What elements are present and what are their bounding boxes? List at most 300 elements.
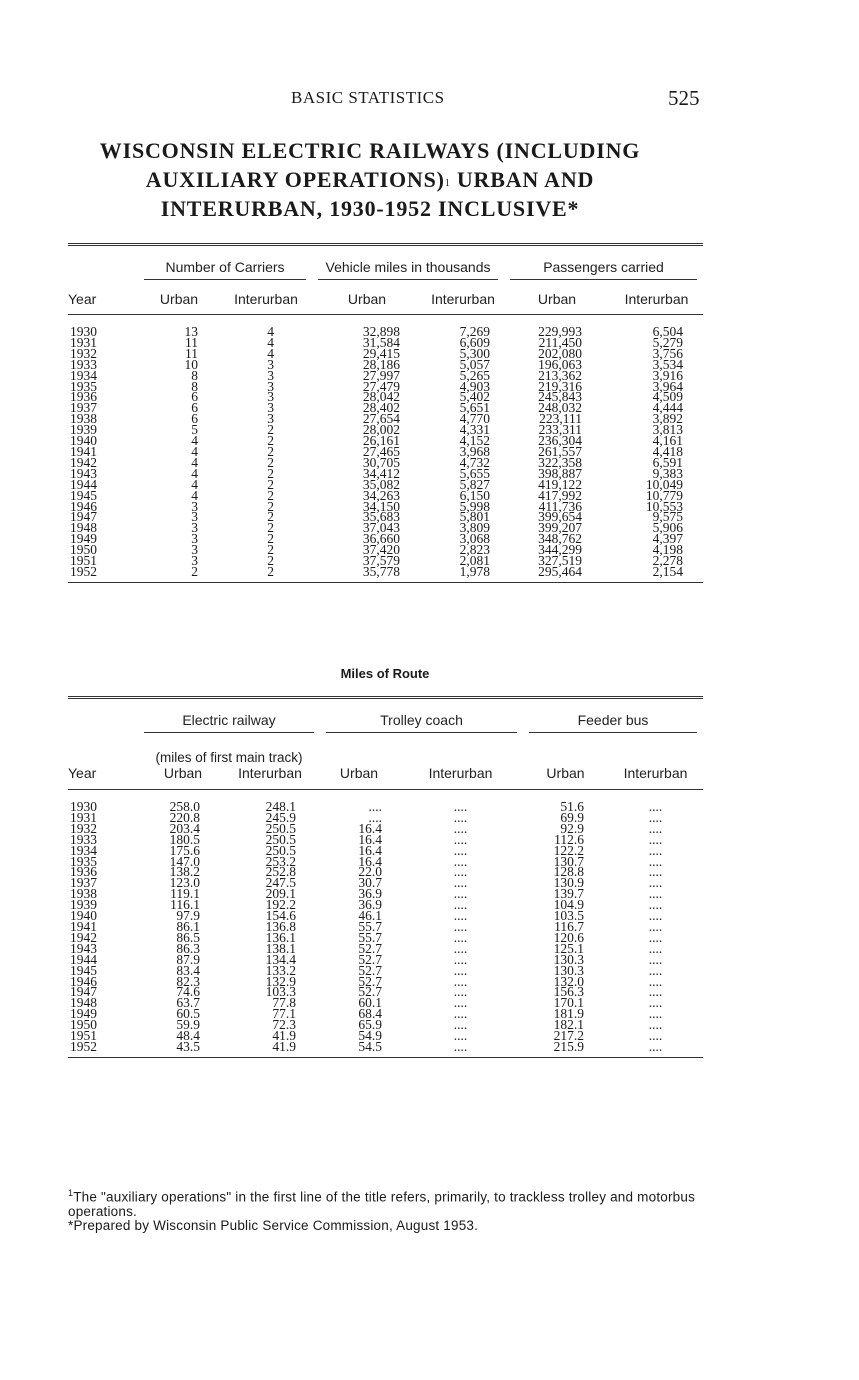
year-cell: 1941 [70,918,97,934]
value-cell: 203.4 [169,820,200,836]
year-cell: 1947 [70,984,97,1000]
value-cell: .... [453,995,468,1011]
value-cell: .... [453,1006,468,1022]
value-cell: 36,660 [362,531,400,547]
column-header: Urban [546,765,585,781]
value-cell: 4,397 [652,531,683,547]
value-cell: 86.5 [176,929,200,945]
value-cell: 83.4 [176,962,200,978]
table1-body [68,315,703,583]
value-cell: .... [648,875,663,891]
value-cell: 138.1 [265,940,296,956]
column-header: Interurban [431,291,495,307]
table-row [68,944,703,955]
year-cell: 1935 [70,378,97,394]
year-cell: 1939 [70,422,97,438]
value-cell: 2 [267,498,274,514]
value-cell: .... [453,1017,468,1033]
value-cell: 132.9 [265,973,296,989]
value-cell: .... [368,809,382,825]
value-cell: .... [453,918,468,934]
value-cell: 4 [191,433,198,449]
value-cell: 122.2 [553,842,584,858]
table-row [68,567,703,578]
value-cell: .... [453,984,468,1000]
value-cell: 123.0 [169,875,200,891]
value-cell: 6 [191,400,198,416]
year-cell: 1933 [70,356,97,372]
value-cell: 3 [191,498,198,514]
value-cell: 60.1 [358,995,382,1011]
value-cell: 9,383 [652,465,683,481]
value-cell: 55.7 [358,929,382,945]
value-cell: 2,081 [459,553,490,569]
value-cell: 136.8 [265,918,296,934]
value-cell: 202,080 [538,345,582,361]
value-cell: 2 [267,563,274,579]
value-cell: 348,762 [538,531,582,547]
value-cell: 52.7 [358,940,382,956]
year-cell: 1936 [70,864,97,880]
value-cell: .... [648,995,663,1011]
value-cell: 10,779 [645,487,683,503]
value-cell: 51.6 [560,799,584,814]
value-cell: 295,464 [538,563,582,579]
value-cell: 27,465 [362,443,400,459]
value-cell: 6 [191,389,198,405]
column-header: Urban [159,291,199,307]
value-cell: 6,591 [652,454,683,470]
value-cell: 8 [191,378,198,394]
column-header: Interurban [623,765,688,781]
value-cell: 30.7 [358,875,382,891]
value-cell: 5,651 [459,400,490,416]
value-cell: .... [453,864,468,880]
value-cell: .... [453,962,468,978]
year-cell: 1944 [70,476,97,492]
value-cell: 133.2 [265,962,296,978]
running-head-title: BASIC STATISTICS [291,88,445,107]
value-cell: 31,584 [362,334,400,350]
value-cell: 3 [267,367,274,383]
value-cell: .... [453,799,468,814]
table-row [68,955,703,966]
table-row [68,933,703,944]
value-cell: .... [648,853,663,869]
value-cell: .... [648,984,663,1000]
value-cell: 72.3 [272,1017,296,1033]
value-cell: 10 [184,356,198,372]
value-cell: 209.1 [265,886,296,902]
value-cell: 4 [267,345,274,361]
value-cell: 2 [267,542,274,558]
value-cell: 3,916 [652,367,683,383]
value-cell: 4,418 [652,443,683,459]
value-cell: 4 [191,465,198,481]
table-row [68,966,703,977]
value-cell: 5,057 [459,356,490,372]
value-cell: 69.9 [560,809,584,825]
year-cell: 1932 [70,345,97,361]
table-row [68,813,703,824]
value-cell: 245,843 [538,389,582,405]
table-row [68,835,703,846]
group-electric-railway: Electric railway [138,699,320,737]
year-cell: 1930 [70,324,97,339]
year-cell: 1950 [70,1017,97,1033]
value-cell: .... [453,809,468,825]
value-cell: 217.2 [553,1028,584,1044]
value-cell: .... [648,918,663,934]
table-row [68,911,703,922]
table-row [68,1020,703,1031]
value-cell: 10,049 [645,476,683,492]
value-cell: 6,504 [652,324,683,339]
running-head [0,88,859,112]
value-cell: .... [453,842,468,858]
value-cell: 2 [267,531,274,547]
value-cell: 37,043 [362,520,400,536]
spacer-row [68,790,703,803]
value-cell: 97.9 [176,908,200,924]
value-cell: 3 [267,389,274,405]
value-cell: .... [648,929,663,945]
year-cell: 1945 [70,487,97,503]
value-cell: .... [648,1017,663,1033]
footnote-2: *Prepared by Wisconsin Public Service Commission, August 1953. [68,1217,479,1233]
value-cell: 2,278 [652,553,683,569]
value-cell: .... [648,831,663,847]
value-cell: 28,042 [362,389,400,405]
value-cell: 3,892 [652,411,683,427]
year-header: Year [68,765,97,781]
value-cell: 3 [191,531,198,547]
value-cell: 103.3 [265,984,296,1000]
footnote-1-text: The "auxiliary operations" in the first line of the title refers, primarily, to trackless trolley and motorbus operations. [68,1189,696,1219]
value-cell: 77.1 [272,1006,296,1022]
value-cell: 344,299 [538,542,582,558]
value-cell: 3 [191,520,198,536]
value-cell: 125.1 [553,940,584,956]
value-cell: 154.6 [265,908,296,924]
value-cell: 261,557 [538,443,582,459]
value-cell: 77.8 [272,995,296,1011]
value-cell: 248.1 [265,799,296,814]
column-header: Interurban [428,765,493,781]
table-row [68,824,703,835]
value-cell: 2 [267,454,274,470]
value-cell: 2 [267,487,274,503]
title-footnote-marker: 1 [444,178,451,189]
year-cell: 1934 [70,842,97,858]
value-cell: 104.9 [553,897,584,913]
year-cell: 1944 [70,951,97,967]
value-cell: 3,756 [652,345,683,361]
value-cell: 417,992 [538,487,582,503]
value-cell: 16.4 [358,820,382,836]
value-cell: .... [648,1028,663,1044]
group-vehicle-miles: Vehicle miles in thousands [312,246,504,284]
value-cell: 4 [267,334,274,350]
value-cell: 156.3 [553,984,584,1000]
value-cell: 175.6 [169,842,200,858]
value-cell: 3,068 [459,531,490,547]
electric-railway-subheader [138,737,320,790]
value-cell: 3 [267,356,274,372]
value-cell: 327,519 [538,553,582,569]
value-cell: .... [453,951,468,967]
value-cell: 60.5 [176,1006,200,1022]
value-cell: .... [648,897,663,913]
value-cell: 322,358 [538,454,582,470]
value-cell: 2 [267,465,274,481]
title-line-3: INTERURBAN, 1930-1952 INCLUSIVE* [160,196,580,221]
year-cell: 1940 [70,908,97,924]
year-cell: 1949 [70,531,97,547]
value-cell: 16.4 [358,842,382,858]
year-cell: 1946 [70,973,97,989]
group-trolley-coach: Trolley coach [320,699,523,737]
value-cell: .... [453,1038,468,1054]
value-cell: 28,186 [362,356,400,372]
value-cell: 399,207 [538,520,582,536]
value-cell: 52.7 [358,973,382,989]
value-cell: 134.4 [265,951,296,967]
value-cell: 130.3 [553,951,584,967]
miles-of-route-heading: Miles of Route [340,666,430,681]
value-cell: 26,161 [362,433,400,449]
table-row [68,1042,703,1053]
value-cell: 3 [191,542,198,558]
value-cell: 233,311 [538,422,582,438]
table-row [68,922,703,933]
value-cell: 250.5 [265,820,296,836]
table-row [68,1031,703,1042]
value-cell: .... [453,886,468,902]
table-row [68,977,703,988]
value-cell: 10,553 [645,498,683,514]
year-cell: 1943 [70,465,97,481]
value-cell: 182.1 [553,1017,584,1033]
value-cell: 65.9 [358,1017,382,1033]
value-cell: 55.7 [358,918,382,934]
value-cell: 27,997 [362,367,400,383]
value-cell: 32,898 [362,324,400,339]
value-cell: .... [453,820,468,836]
value-cell: 11 [185,345,198,361]
year-cell: 1939 [70,897,97,913]
value-cell: .... [453,853,468,869]
value-cell: 130.7 [553,853,584,869]
value-cell: 7,269 [459,324,490,339]
value-cell: 2 [267,553,274,569]
value-cell: 46.1 [358,908,382,924]
value-cell: .... [648,809,663,825]
value-cell: 16.4 [358,853,382,869]
value-cell: 22.0 [358,864,382,880]
value-cell: 119.1 [170,886,200,902]
year-cell: 1952 [70,563,97,579]
value-cell: 4 [267,324,274,339]
value-cell: 30,705 [362,454,400,470]
value-cell: 2 [267,476,274,492]
value-cell: 27,654 [362,411,400,427]
table-row [68,1009,703,1020]
column-header: Urban [537,291,577,307]
year-cell: 1951 [70,1028,97,1044]
value-cell: 6 [191,411,198,427]
value-cell: 411,736 [538,498,582,514]
value-cell: .... [648,1038,663,1054]
value-cell: 11 [185,334,198,350]
year-cell: 1951 [70,553,97,569]
value-cell: 138.2 [169,864,200,880]
value-cell: 4,331 [459,422,490,438]
year-header: Year [68,291,97,307]
value-cell: 252.8 [265,864,296,880]
value-cell: 253.2 [265,853,296,869]
value-cell: 4,732 [459,454,490,470]
value-cell: 250.5 [265,842,296,858]
value-cell: 6,609 [459,334,490,350]
value-cell: 1,978 [459,563,490,579]
value-cell: 13 [184,324,198,339]
value-cell: 213,362 [538,367,582,383]
value-cell: .... [453,940,468,956]
value-cell: .... [453,831,468,847]
value-cell: 220.8 [169,809,200,825]
table-row [68,900,703,911]
value-cell: 128.8 [553,864,584,880]
year-cell: 1941 [70,443,97,459]
value-cell: 59.9 [176,1017,200,1033]
value-cell: 130.9 [553,875,584,891]
column-header: Urban [339,765,379,781]
value-cell: 9,575 [652,509,683,525]
value-cell: 2 [191,563,198,579]
column-header: Urban [163,765,203,781]
table-row [68,987,703,998]
value-cell: 181.9 [553,1006,584,1022]
title-line-2a: AUXILIARY OPERATIONS) [145,167,445,192]
table-title [60,136,680,223]
value-cell: .... [453,897,468,913]
footnotes [68,1186,703,1233]
value-cell: .... [648,951,663,967]
value-cell: .... [453,908,468,924]
year-cell: 1931 [70,809,97,825]
value-cell: 136.1 [265,929,296,945]
value-cell: 68.4 [358,1006,382,1022]
value-cell: 3,534 [652,356,683,372]
table-row [68,867,703,878]
value-cell: 419,122 [538,476,582,492]
value-cell: 130.3 [553,962,584,978]
year-cell: 1940 [70,433,97,449]
value-cell: 86.3 [176,940,200,956]
value-cell: 36.9 [358,886,382,902]
value-cell: .... [453,929,468,945]
column-header: Interurban [238,765,302,781]
year-cell: 1931 [70,334,97,350]
value-cell: 28,402 [362,400,400,416]
year-cell: 1933 [70,831,97,847]
value-cell: 219,316 [538,378,582,394]
year-cell: 1930 [70,799,97,814]
title-line-2b: URBAN AND [450,167,595,192]
electric-railway-note: (miles of first main track) [155,750,303,765]
group-passengers-carried: Passengers carried [504,246,703,284]
year-cell: 1943 [70,940,97,956]
value-cell: 4 [191,454,198,470]
year-cell: 1942 [70,454,97,470]
value-cell: 52.7 [358,951,382,967]
value-cell: 48.4 [176,1028,200,1044]
value-cell: 5,801 [459,509,490,525]
value-cell: 116.7 [554,918,584,934]
value-cell: 3,809 [459,520,490,536]
value-cell: 3,968 [459,443,490,459]
value-cell: .... [648,842,663,858]
value-cell: 192.2 [265,897,296,913]
table-row [68,889,703,900]
year-cell: 1936 [70,389,97,405]
value-cell: .... [648,940,663,956]
value-cell: 6,150 [459,487,490,503]
year-cell: 1945 [70,962,97,978]
value-cell: 120.6 [553,929,584,945]
column-header: Interurban [624,291,689,307]
group-feeder-bus: Feeder bus [523,699,703,737]
value-cell: 3 [267,378,274,394]
footnote-1-marker: 1 [68,1188,74,1198]
value-cell: 54.9 [358,1028,382,1044]
value-cell: 4,152 [459,433,490,449]
year-cell: 1952 [70,1038,97,1054]
table-row [68,857,703,868]
value-cell: 5,265 [459,367,490,383]
value-cell: 8 [191,367,198,383]
value-cell: 16.4 [358,831,382,847]
year-cell: 1949 [70,1006,97,1022]
value-cell: 86.1 [176,918,200,934]
year-cell: 1947 [70,509,97,525]
table-row [68,998,703,1009]
value-cell: 5,402 [459,389,490,405]
group-number-of-carriers: Number of Carriers [138,246,312,284]
value-cell: 87.9 [176,951,200,967]
value-cell: 52.7 [358,962,382,978]
year-cell: 1938 [70,411,97,427]
value-cell: 4,198 [652,542,683,558]
value-cell: .... [648,908,663,924]
value-cell: 4,509 [652,389,683,405]
value-cell: 4 [191,487,198,503]
table-row [68,878,703,889]
value-cell: 2 [267,509,274,525]
value-cell: 41.9 [272,1038,296,1054]
value-cell: 248,032 [538,400,582,416]
value-cell: 74.6 [176,984,200,1000]
value-cell: 35,778 [362,563,400,579]
value-cell: 82.3 [176,973,200,989]
year-cell: 1938 [70,886,97,902]
value-cell: 247.5 [265,875,296,891]
table-row [68,846,703,857]
value-cell: 34,412 [362,465,400,481]
value-cell: .... [453,1028,468,1044]
value-cell: 29,415 [362,345,400,361]
